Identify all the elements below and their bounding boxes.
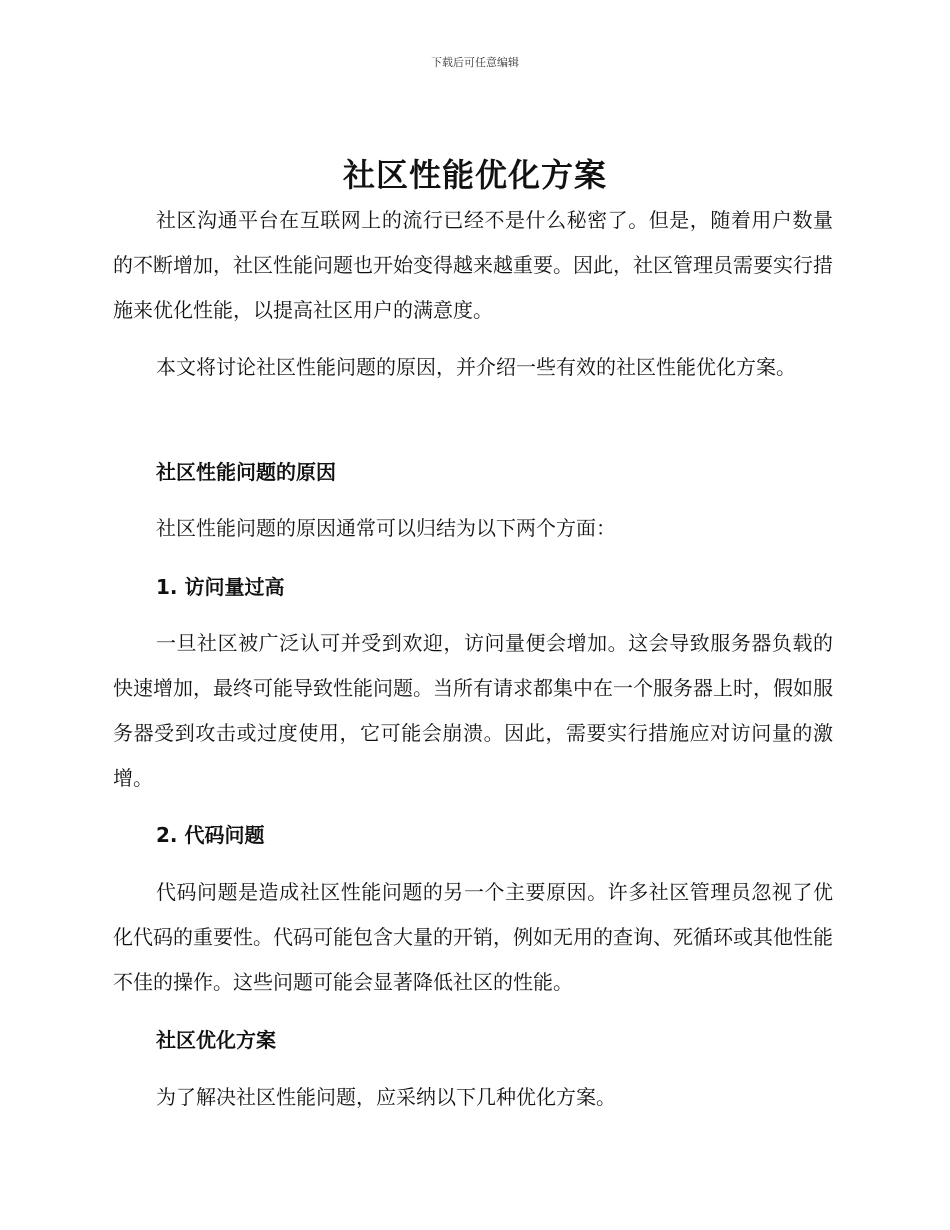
code-paragraph: 代码问题是造成社区性能问题的另一个主要原因。许多社区管理员忽视了优化代码的重要性。代码可能包含大量的开销，例如无用的查询、死循环或其他性能不佳的操作。这些问题可能会显著降低社区的性能。 (113, 880, 833, 994)
document-title: 社区性能优化方案 (342, 156, 607, 194)
heading-code: 2. 代码问题 (156, 823, 265, 847)
intro-paragraph-2: 本文将讨论社区性能问题的原因，并介绍一些有效的社区性能优化方案。 (156, 355, 796, 379)
solutions-intro-paragraph: 为了解决社区性能问题，应采纳以下几种优化方案。 (156, 1085, 616, 1109)
heading-causes: 社区性能问题的原因 (156, 460, 336, 484)
causes-intro-paragraph: 社区性能问题的原因通常可以归结为以下两个方面： (156, 516, 616, 540)
heading-solutions: 社区优化方案 (156, 1028, 276, 1052)
traffic-paragraph: 一旦社区被广泛认可并受到欢迎，访问量便会增加。这会导致服务器负载的快速增加，最终可能导致性能问题。当所有请求都集中在一个服务器上时，假如服务器受到攻击或过度使用，它可能会崩溃。因此，需要实行措施应对访问量的激增。 (113, 631, 833, 790)
intro-paragraph-1: 社区沟通平台在互联网上的流行已经不是什么秘密了。但是，随着用户数量的不断增加，社区性能问题也开始变得越来越重要。因此，社区管理员需要实行措施来优化性能，以提高社区用户的满意度。 (113, 208, 833, 322)
header-note: 下载后可任意编辑 (431, 56, 519, 69)
heading-traffic: 1. 访问量过高 (156, 575, 285, 599)
